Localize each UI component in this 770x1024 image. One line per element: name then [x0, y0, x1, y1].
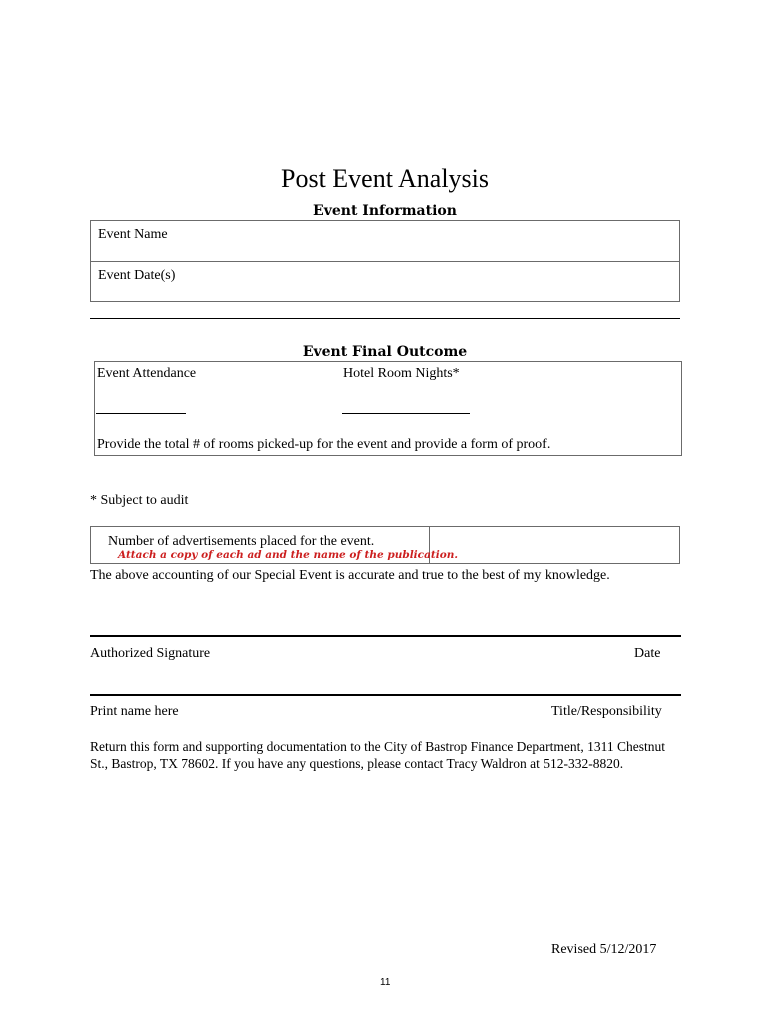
section-divider	[90, 318, 680, 319]
print-name-line[interactable]	[90, 694, 681, 696]
return-instructions: Return this form and supporting documentation to the City of Bastrop Finance Department, 1311 Chestnut St., Bastrop, TX 78602. If you have any questions, please contact Tracy Waldron at 512-332-8820.	[90, 739, 666, 771]
title-responsibility-label: Title/Responsibility	[551, 704, 662, 719]
event-name-field[interactable]	[180, 224, 674, 256]
advertisements-label: Number of advertisements placed for the event.	[108, 534, 375, 549]
advertisements-count-field[interactable]	[432, 530, 680, 562]
event-info-divider	[91, 261, 679, 262]
audit-note: * Subject to audit	[90, 493, 189, 508]
event-attendance-line	[96, 413, 186, 414]
advertisements-attach-note: Attach a copy of each ad and the name of the publication.	[118, 549, 459, 561]
signature-line[interactable]	[90, 635, 681, 637]
event-name-label: Event Name	[98, 227, 168, 242]
hotel-room-nights-label: Hotel Room Nights*	[343, 366, 460, 381]
page-number: 11	[380, 977, 391, 988]
revised-date: Revised 5/12/2017	[551, 942, 657, 957]
date-label: Date	[634, 646, 661, 661]
event-dates-field[interactable]	[190, 265, 674, 297]
certification-statement: The above accounting of our Special Event is accurate and true to the best of my knowledge.	[90, 568, 610, 583]
rooms-proof-note: Provide the total # of rooms picked-up for the event and provide a form of proof.	[97, 437, 551, 452]
event-attendance-label: Event Attendance	[97, 366, 197, 381]
event-information-heading: Event Information	[313, 203, 457, 219]
print-name-label: Print name here	[90, 704, 179, 719]
final-outcome-heading: Event Final Outcome	[302, 344, 468, 360]
event-dates-label: Event Date(s)	[98, 268, 176, 283]
authorized-signature-label: Authorized Signature	[90, 646, 211, 661]
hotel-room-nights-line	[342, 413, 470, 414]
page-title: Post Event Analysis	[280, 164, 489, 193]
